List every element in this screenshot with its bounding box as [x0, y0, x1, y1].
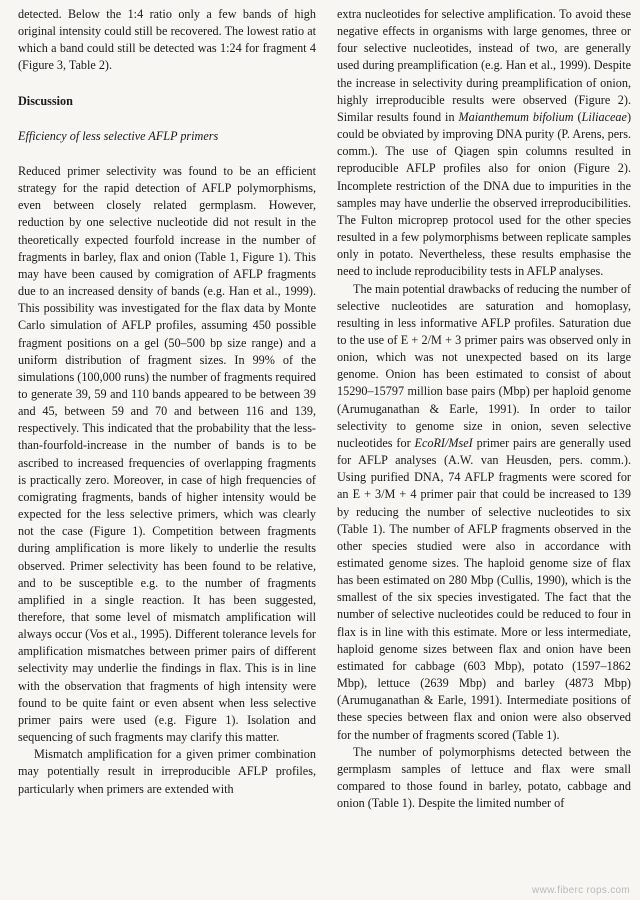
family-name: Liliaceae: [581, 109, 627, 124]
paragraph-mismatch-amplification: Mismatch amplification for a given primer combination may potentially result in irreproducible AFLP profiles, particularly when primers are extended with: [18, 747, 316, 796]
watermark: www.fiberc rops.com: [532, 885, 630, 896]
text-run: The main potential drawbacks of reducing the number of selective nucleotides are saturation and homoplasy, resulting in less informative AFLP profiles. Saturation due to the use of E + 2/M + 3 primer pairs was observed only in onion, which was not unexpected based on its large genome. Onion has been estimated to consist of about 15290–15797 million base pairs (Mbp) per haploid genome (Arumuganathan & Earle, 1991). In order to tailor selectivity to genome size in onion, seven selective nucleotides for: [337, 281, 631, 450]
text-run: primer pairs are generally used for AFLP analyses (A.W. van Heusden, pers. comm.). Using purified DNA, 74 AFLP fragments were scored for an E + 3/M + 4 primer pair that could be increased to 139 by reducing the number of selective nucleotides to six (Table 1). The number of AFLP fragments observed in the other species studied were also in accordance with estimated genome sizes. The haploid genome size of flax has been estimated on 280 Mbp (Cullis, 1990), which is the smallest of the six species investigated. The fact that the number of selective nucleotides could be reduced to four in flax is in line with this estimate. More or less intermediate, haploid genome sizes between flax and onion have been estimated for cabbage (603 Mbp), potato (1597–1862 Mbp), lettuce (2639 Mbp) and barley (4873 Mbp) (Arumuganathan & Earle, 1991). Intermediate positions of these species between flax and onion were also observed for the number of fragments scored (Table 1).: [337, 435, 631, 742]
paragraph-saturation-homoplasy: [337, 281, 631, 744]
text-run: ) could be obviated by improving DNA purity (P. Arens, pers. comm.). The use of Qiagen spin columns resulted in reproducible AFLP profiles also for onion (Figure 2). Incomplete restriction of the DNA due to impurities in the samples may have underlie the observed irreproducibilities. The Fulton microprep protocol used for the other species resulted in a few polymorphisms between replicate samples only in potato. Nevertheless, these results emphasise the need to include reproducibility tests in AFLP analyses.: [337, 109, 631, 279]
paragraph-results-end: detected. Below the 1:4 ratio only a few bands of high original intensity could still be recovered. The lowest ratio at which a band could still be detected was 1:24 for fragment 4 (Figure 3, Table 2).: [18, 7, 316, 73]
text-run: extra nucleotides for selective amplification. To avoid these negative effects in organisms with large genomes, three or four selective nucleotides, instead of two, are generally used during preamplification (e.g. Han et al., 1999). Despite the increase in selectivity during preamplification of onion, highly irreproducible results were observed (Figure 2). Similar results found in: [337, 7, 631, 124]
enzyme-name: EcoRI/MseI: [414, 435, 473, 450]
paragraph-primer-selectivity: Reduced primer selectivity was found to be an efficient strategy for the rapid detection of AFLP polymorphisms, even between closely related germplasm. However, reduction by one selective nucleotide did not result in the theoretically expected fourfold increase in the number of fragments in barley, flax and onion (Table 1, Figure 1). This may have been caused by comigration of AFLP fragments due to an increased density of bands (e.g. Han et al., 1999). This possibility was investigated for the flax data by Monte Carlo simulation of AFLP profiles, assuming 450 possible fragment positions on a gel (50–500 bp size range) and a uniform distribution of fragment sizes. In 99% of the simulations (100,000 runs) the number of fragments required to generate 39, 59 and 110 bands appeared to be between 39 and 45, between 59 and 70 and between 116 and 139, respectively. This indicated that the probability that the less-than-fourfold-increase in the number of bands is to be ascribed to increased frequencies of overlapping fragments is practically zero. Moreover, in case of high frequencies of comigrating fragments, bands of higher intensity would be expected for the less selective primers, which was clearly not the case (Figure 1). Competition between fragments during amplification is more likely to underlie the results observed. Primer selectivity has been found to be relative, and to be susceptible e.g. to the number of fragments amplified in a single reaction. It has been suggested, therefore, that some level of mismatch amplification will always occur (Vos et al., 1995). Different tolerance levels for amplification mismatches between primer pairs of different selectivity may underlie the findings in flax. This is in line with the observation that fragments of high intensity were found to be quite faint or even absent when less selective primer pairs were used (e.g. Figure 1). Isolation and sequencing of such fragments may clarify this matter.: [18, 163, 316, 745]
species-name: Maianthemum bifolium: [458, 109, 574, 124]
paragraph-reproducibility: [337, 6, 631, 281]
paragraph-polymorphisms: The number of polymorphisms detected between the germplasm samples of lettuce and flax were small compared to those found in barley, potato, cabbage and onion (Table 1). Despite the limited number of: [337, 744, 631, 811]
right-column: [337, 6, 631, 812]
text-run: (: [573, 109, 582, 124]
section-heading-discussion: Discussion: [18, 93, 73, 108]
subsection-heading: Efficiency of less selective AFLP primers: [18, 128, 219, 143]
left-column: [18, 6, 316, 798]
